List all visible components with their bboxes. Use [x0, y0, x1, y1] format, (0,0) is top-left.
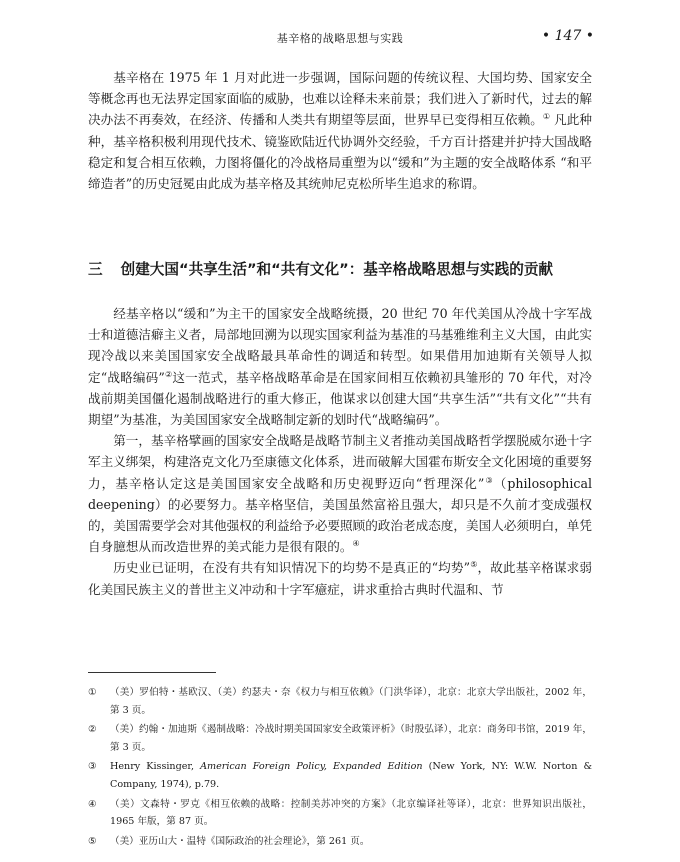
footnote-mark: ③	[88, 761, 97, 773]
footnote-text: （美）亚历山大・温特《国际政治的社会理论》，第 261 页。	[110, 835, 370, 847]
section-number: 三	[88, 261, 103, 278]
footnote-5	[88, 833, 592, 851]
body-paragraph-1	[88, 67, 592, 194]
footnote-1	[88, 684, 592, 719]
footnote-divider	[88, 672, 216, 673]
paragraph-text: 凡此种种，基辛格积极利用现代技术、镜鉴欧陆近代协调外交经验，千方百计搭建并护持大国战略稳定和复合相互依赖，力图将僵化的冷战格局重塑为以“缓和”为主题的安全战略体系 “和平缔造者”的历史冠冕由此成为基辛格及其统帅尼克松所毕生追求的称谓。	[88, 112, 593, 192]
footnotes	[88, 684, 592, 852]
footnote-text: Henry Kissinger,	[110, 761, 201, 773]
footnote-ref-1[interactable]: ①	[542, 112, 551, 122]
footnote-text: （美）罗伯特・基欧汉、（美）约瑟夫・奈《权力与相互依赖》（门洪华译），北京：北京大学出版社，2002 年，第 3 页。	[110, 687, 592, 716]
footnote-text: （美）约翰・加迪斯《遏制战略：冷战时期美国国家安全政策评析》（时殷弘译），北京：商务印书馆，2019 年，第 3 页。	[110, 724, 592, 753]
footnote-4	[88, 796, 592, 831]
running-title: 基辛格的战略思想与实践	[276, 32, 404, 45]
footnote-2	[88, 721, 592, 756]
footnote-3	[88, 758, 592, 793]
footnote-ref-4[interactable]: ④	[352, 539, 360, 549]
paragraph-text: （philosophical deepening）的必要努力。基辛格坚信，美国虽然富裕且强大，却只是不久前才变成强权的，美国需要学会对其他强权的利益给予必要照顾的政治老成态度，美国人必须明白，单凭自身臆想从而改造世界的美式能力是很有限的。	[88, 475, 592, 555]
footnote-mark: ①	[88, 687, 97, 698]
footnote-ref-2[interactable]: ②	[164, 369, 173, 379]
footnote-text: （美）文森特・罗克《相互依赖的战略：控制美苏冲突的方案》（北京编译社等译），北京：世界知识出版社，1965 年版，第 87 页。	[110, 798, 592, 828]
page-number: • 147 •	[541, 28, 594, 44]
footnote-mark: ②	[88, 724, 97, 736]
paragraph-text: 这一范式，基辛格战略革命是在国家间相互依赖初具雏形的 70 年代，对冷战前期美国僵化遏制战略进行的重大修正，他谋求以创建大国“共享生活”“共有文化”“共有期望”为基准，为美国国家安全战略制定新的划时代“战略编码”。	[88, 369, 592, 428]
paragraph-text: 基辛格在 1975 年 1 月对此进一步强调，国际问题的传统议程、大国均势、国家安全等概念再也无法界定国家面临的威胁，也难以诠释未来前景；我们进入了新时代，过去的解决办法不再奏效，在经济、传播和人类共有期望等层面，世界早已变得相互依赖。	[88, 70, 592, 128]
paragraph-text: 经基辛格以“缓和”为主干的国家安全战略统摄，20 世纪 70 年代美国从冷战十字军战士和道德洁癖主义者，局部地回溯为以现实国家利益为基准的马基雅维利主义大国，由此实现冷战以来美国国家安全战略最具革命性的调适和转型。如果借用加迪斯有关领导人拟定“战略编码”	[88, 306, 592, 385]
body-paragraph-4	[88, 557, 592, 599]
running-head	[0, 30, 680, 48]
footnote-ref-5[interactable]: ⑤	[470, 560, 478, 570]
paragraph-text: ，故此基辛格谋求弱化美国民族主义的普世主义冲动和十字军癔症，讲求重拾古典时代温和、节	[88, 560, 593, 597]
footnote-ref-3[interactable]: ③	[484, 475, 494, 485]
footnote-mark: ⑤	[88, 835, 97, 847]
paragraph-text: 历史业已证明，在没有共有知识情况下的均势不是真正的“均势”	[113, 560, 471, 576]
section-heading	[88, 258, 608, 279]
body-paragraph-2	[88, 303, 592, 430]
body-paragraph-3	[88, 430, 592, 557]
section-title: 创建大国“共享生活”和“共有文化”：基辛格战略思想与实践的贡献	[120, 261, 554, 278]
paragraph-text: 第一，基辛格擘画的国家安全战略是战略节制主义者推动美国战略哲学摆脱威尔逊十字军主义绑架，构建洛克文化乃至康德文化体系，进而破解大国霍布斯安全文化困境的重要努力，基辛格认定这是美国国家安全战略和历史视野迈向“哲理深化”	[88, 433, 592, 491]
footnote-mark: ④	[88, 798, 97, 810]
footnote-book-title: American Foreign Policy, Expanded Edition	[200, 761, 423, 773]
footnote-text: (New York, NY: W.W. Norton & Company, 1974), p.79.	[110, 761, 592, 790]
body-section-text	[88, 303, 592, 600]
